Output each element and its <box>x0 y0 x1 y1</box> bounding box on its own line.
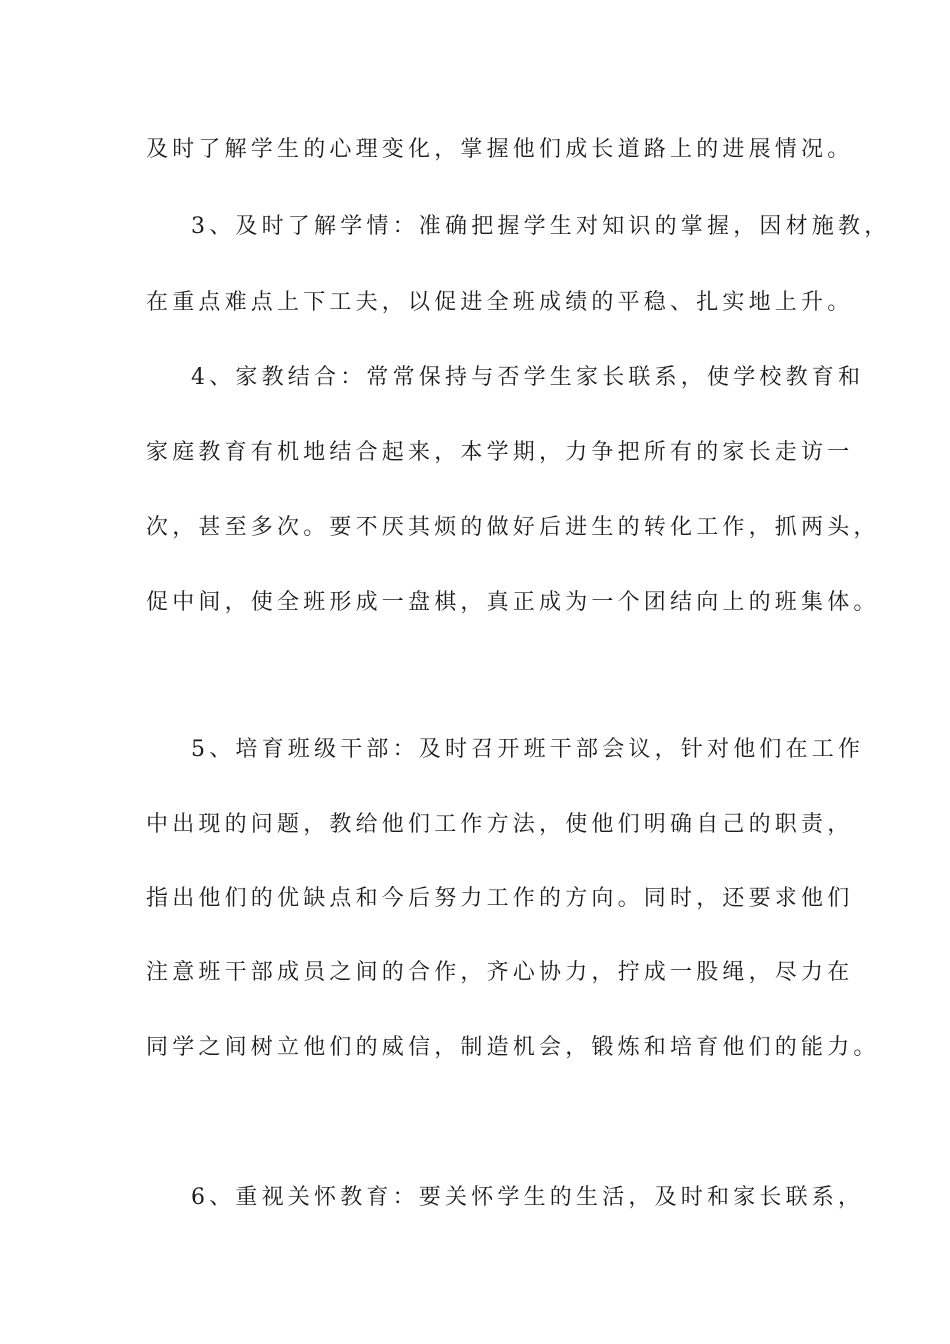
text-line: 4、家教结合：常常保持与否学生家长联系，使学校教育和 <box>191 365 865 390</box>
text-line: 3、及时了解学情：准确把握学生对知识的掌握，因材施教， <box>191 214 891 239</box>
text-line: 促中间，使全班形成一盘棋，真正成为一个团结向上的班集体。 <box>146 590 880 615</box>
text-line: 6、重视关怀教育：要关怀学生的生活，及时和家长联系， <box>191 1185 865 1210</box>
text-line: 家庭教育有机地结合起来，本学期，力争把所有的家长走访一 <box>146 440 854 465</box>
text-line: 同学之间树立他们的威信，制造机会，锻炼和培育他们的能力。 <box>146 1035 880 1060</box>
text-line: 中出现的问题，教给他们工作方法，使他们明确自己的职责， <box>146 812 854 837</box>
text-line: 在重点难点上下工夫，以促进全班成绩的平稳、扎实地上升。 <box>146 290 854 315</box>
text-line: 注意班干部成员之间的合作，齐心协力，拧成一股绳，尽力在 <box>146 960 854 985</box>
text-line: 5、培育班级干部：及时召开班干部会议，针对他们在工作 <box>191 737 865 762</box>
text-line: 次，甚至多次。要不厌其烦的做好后进生的转化工作，抓两头， <box>146 515 880 540</box>
text-line: 指出他们的优缺点和今后努力工作的方向。同时，还要求他们 <box>146 886 854 911</box>
text-line: 及时了解学生的心理变化，掌握他们成长道路上的进展情况。 <box>146 137 854 162</box>
